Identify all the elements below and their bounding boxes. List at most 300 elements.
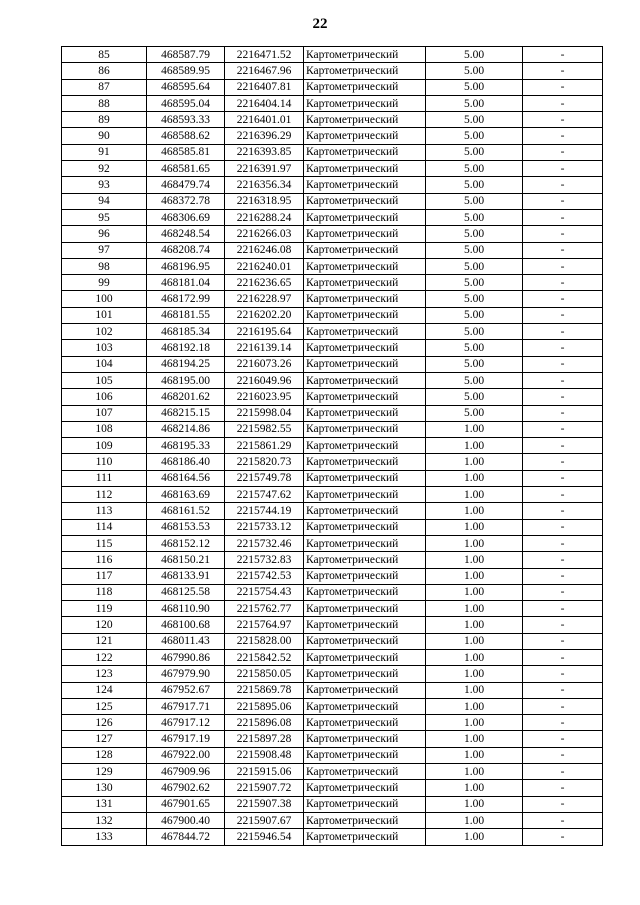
- y-coordinate-cell: 2215764.97: [225, 617, 304, 633]
- accuracy-cell: 1.00: [426, 438, 523, 454]
- description-cell: -: [523, 275, 603, 291]
- accuracy-cell: 5.00: [426, 356, 523, 372]
- method-cell: Картометрический: [304, 764, 426, 780]
- method-cell: Картометрический: [304, 95, 426, 111]
- x-coordinate-cell: 468585.81: [147, 144, 225, 160]
- method-cell: Картометрический: [304, 633, 426, 649]
- table-row: [62, 95, 603, 111]
- table-row: [62, 649, 603, 665]
- y-coordinate-cell: 2216391.97: [225, 161, 304, 177]
- x-coordinate-cell: 468479.74: [147, 177, 225, 193]
- point-number-cell: 113: [62, 503, 147, 519]
- y-coordinate-cell: 2216266.03: [225, 226, 304, 242]
- y-coordinate-cell: 2216236.65: [225, 275, 304, 291]
- method-cell: Картометрический: [304, 112, 426, 128]
- description-cell: -: [523, 209, 603, 225]
- x-coordinate-cell: 467902.62: [147, 780, 225, 796]
- y-coordinate-cell: 2216467.96: [225, 63, 304, 79]
- accuracy-cell: 5.00: [426, 112, 523, 128]
- method-cell: Картометрический: [304, 731, 426, 747]
- table-row: [62, 161, 603, 177]
- accuracy-cell: 5.00: [426, 47, 523, 63]
- accuracy-cell: 5.00: [426, 307, 523, 323]
- accuracy-cell: 1.00: [426, 682, 523, 698]
- x-coordinate-cell: 468186.40: [147, 454, 225, 470]
- description-cell: -: [523, 258, 603, 274]
- point-number-cell: 103: [62, 340, 147, 356]
- point-number-cell: 124: [62, 682, 147, 698]
- point-number-cell: 87: [62, 79, 147, 95]
- y-coordinate-cell: 2215732.83: [225, 552, 304, 568]
- accuracy-cell: 5.00: [426, 324, 523, 340]
- point-number-cell: 118: [62, 584, 147, 600]
- table-row: [62, 63, 603, 79]
- x-coordinate-cell: 467990.86: [147, 649, 225, 665]
- method-cell: Картометрический: [304, 584, 426, 600]
- method-cell: Картометрический: [304, 552, 426, 568]
- method-cell: Картометрический: [304, 568, 426, 584]
- x-coordinate-cell: 468214.86: [147, 421, 225, 437]
- y-coordinate-cell: 2215946.54: [225, 829, 304, 845]
- y-coordinate-cell: 2215820.73: [225, 454, 304, 470]
- description-cell: -: [523, 601, 603, 617]
- table-row: [62, 177, 603, 193]
- y-coordinate-cell: 2215749.78: [225, 470, 304, 486]
- method-cell: Картометрический: [304, 617, 426, 633]
- method-cell: Картометрический: [304, 698, 426, 714]
- method-cell: Картометрический: [304, 503, 426, 519]
- x-coordinate-cell: 468181.04: [147, 275, 225, 291]
- description-cell: -: [523, 715, 603, 731]
- method-cell: Картометрический: [304, 372, 426, 388]
- point-number-cell: 107: [62, 405, 147, 421]
- description-cell: -: [523, 291, 603, 307]
- y-coordinate-cell: 2215896.08: [225, 715, 304, 731]
- table-row: [62, 79, 603, 95]
- table-row: [62, 682, 603, 698]
- table-row: [62, 372, 603, 388]
- method-cell: Картометрический: [304, 682, 426, 698]
- table-row: [62, 47, 603, 63]
- y-coordinate-cell: 2216023.95: [225, 389, 304, 405]
- x-coordinate-cell: 467900.40: [147, 812, 225, 828]
- accuracy-cell: 1.00: [426, 812, 523, 828]
- x-coordinate-cell: 467952.67: [147, 682, 225, 698]
- accuracy-cell: 1.00: [426, 503, 523, 519]
- accuracy-cell: 1.00: [426, 421, 523, 437]
- point-number-cell: 105: [62, 372, 147, 388]
- accuracy-cell: 1.00: [426, 649, 523, 665]
- accuracy-cell: 1.00: [426, 764, 523, 780]
- description-cell: -: [523, 698, 603, 714]
- y-coordinate-cell: 2215915.06: [225, 764, 304, 780]
- table-row: [62, 193, 603, 209]
- point-number-cell: 96: [62, 226, 147, 242]
- table-row: [62, 438, 603, 454]
- point-number-cell: 117: [62, 568, 147, 584]
- point-number-cell: 112: [62, 487, 147, 503]
- method-cell: Картометрический: [304, 470, 426, 486]
- x-coordinate-cell: 468011.43: [147, 633, 225, 649]
- point-number-cell: 97: [62, 242, 147, 258]
- y-coordinate-cell: 2215897.28: [225, 731, 304, 747]
- accuracy-cell: 5.00: [426, 193, 523, 209]
- table-row: [62, 764, 603, 780]
- y-coordinate-cell: 2216356.34: [225, 177, 304, 193]
- description-cell: -: [523, 405, 603, 421]
- method-cell: Картометрический: [304, 487, 426, 503]
- x-coordinate-cell: 468306.69: [147, 209, 225, 225]
- accuracy-cell: 5.00: [426, 258, 523, 274]
- table-row: [62, 829, 603, 845]
- description-cell: -: [523, 438, 603, 454]
- x-coordinate-cell: 468595.04: [147, 95, 225, 111]
- method-cell: Картометрический: [304, 242, 426, 258]
- y-coordinate-cell: 2216471.52: [225, 47, 304, 63]
- point-number-cell: 126: [62, 715, 147, 731]
- y-coordinate-cell: 2215744.19: [225, 503, 304, 519]
- x-coordinate-cell: 467922.00: [147, 747, 225, 763]
- description-cell: -: [523, 356, 603, 372]
- point-number-cell: 120: [62, 617, 147, 633]
- x-coordinate-cell: 467979.90: [147, 666, 225, 682]
- method-cell: Картометрический: [304, 193, 426, 209]
- y-coordinate-cell: 2216139.14: [225, 340, 304, 356]
- x-coordinate-cell: 468248.54: [147, 226, 225, 242]
- description-cell: -: [523, 389, 603, 405]
- table-row: [62, 340, 603, 356]
- accuracy-cell: 5.00: [426, 209, 523, 225]
- x-coordinate-cell: 468164.56: [147, 470, 225, 486]
- x-coordinate-cell: 468150.21: [147, 552, 225, 568]
- x-coordinate-cell: 468153.53: [147, 519, 225, 535]
- x-coordinate-cell: 468181.55: [147, 307, 225, 323]
- description-cell: -: [523, 112, 603, 128]
- description-cell: -: [523, 177, 603, 193]
- accuracy-cell: 5.00: [426, 405, 523, 421]
- description-cell: -: [523, 372, 603, 388]
- table-row: [62, 535, 603, 551]
- y-coordinate-cell: 2215869.78: [225, 682, 304, 698]
- point-number-cell: 128: [62, 747, 147, 763]
- x-coordinate-cell: 468110.90: [147, 601, 225, 617]
- accuracy-cell: 5.00: [426, 95, 523, 111]
- accuracy-cell: 1.00: [426, 633, 523, 649]
- x-coordinate-cell: 468587.79: [147, 47, 225, 63]
- table-row: [62, 291, 603, 307]
- y-coordinate-cell: 2215850.05: [225, 666, 304, 682]
- method-cell: Картометрический: [304, 747, 426, 763]
- accuracy-cell: 1.00: [426, 454, 523, 470]
- accuracy-cell: 5.00: [426, 226, 523, 242]
- description-cell: -: [523, 552, 603, 568]
- description-cell: -: [523, 487, 603, 503]
- y-coordinate-cell: 2215907.67: [225, 812, 304, 828]
- table-row: [62, 601, 603, 617]
- method-cell: Картометрический: [304, 535, 426, 551]
- y-coordinate-cell: 2216401.01: [225, 112, 304, 128]
- table-row: [62, 112, 603, 128]
- x-coordinate-cell: 468125.58: [147, 584, 225, 600]
- accuracy-cell: 1.00: [426, 829, 523, 845]
- accuracy-cell: 1.00: [426, 535, 523, 551]
- coordinates-table: [61, 46, 603, 846]
- point-number-cell: 101: [62, 307, 147, 323]
- table-row: [62, 470, 603, 486]
- method-cell: Картометрический: [304, 438, 426, 454]
- x-coordinate-cell: 468593.33: [147, 112, 225, 128]
- point-number-cell: 111: [62, 470, 147, 486]
- description-cell: -: [523, 666, 603, 682]
- description-cell: -: [523, 503, 603, 519]
- table-row: [62, 128, 603, 144]
- point-number-cell: 106: [62, 389, 147, 405]
- x-coordinate-cell: 468133.91: [147, 568, 225, 584]
- point-number-cell: 93: [62, 177, 147, 193]
- accuracy-cell: 5.00: [426, 275, 523, 291]
- table-row: [62, 698, 603, 714]
- x-coordinate-cell: 468100.68: [147, 617, 225, 633]
- accuracy-cell: 5.00: [426, 242, 523, 258]
- point-number-cell: 133: [62, 829, 147, 845]
- table-row: [62, 454, 603, 470]
- accuracy-cell: 1.00: [426, 731, 523, 747]
- table-row: [62, 389, 603, 405]
- table-row: [62, 666, 603, 682]
- y-coordinate-cell: 2215828.00: [225, 633, 304, 649]
- y-coordinate-cell: 2216246.08: [225, 242, 304, 258]
- x-coordinate-cell: 468195.33: [147, 438, 225, 454]
- method-cell: Картометрический: [304, 829, 426, 845]
- method-cell: Картометрический: [304, 258, 426, 274]
- accuracy-cell: 1.00: [426, 568, 523, 584]
- accuracy-cell: 5.00: [426, 144, 523, 160]
- accuracy-cell: 1.00: [426, 584, 523, 600]
- description-cell: -: [523, 63, 603, 79]
- accuracy-cell: 1.00: [426, 552, 523, 568]
- method-cell: Картометрический: [304, 144, 426, 160]
- point-number-cell: 98: [62, 258, 147, 274]
- y-coordinate-cell: 2216393.85: [225, 144, 304, 160]
- method-cell: Картометрический: [304, 715, 426, 731]
- x-coordinate-cell: 468588.62: [147, 128, 225, 144]
- method-cell: Картометрический: [304, 161, 426, 177]
- point-number-cell: 119: [62, 601, 147, 617]
- table-row: [62, 226, 603, 242]
- method-cell: Картометрический: [304, 209, 426, 225]
- description-cell: -: [523, 812, 603, 828]
- accuracy-cell: 5.00: [426, 340, 523, 356]
- y-coordinate-cell: 2216396.29: [225, 128, 304, 144]
- description-cell: -: [523, 128, 603, 144]
- y-coordinate-cell: 2216073.26: [225, 356, 304, 372]
- description-cell: -: [523, 79, 603, 95]
- y-coordinate-cell: 2215998.04: [225, 405, 304, 421]
- description-cell: -: [523, 649, 603, 665]
- description-cell: -: [523, 633, 603, 649]
- point-number-cell: 116: [62, 552, 147, 568]
- table-row: [62, 747, 603, 763]
- point-number-cell: 132: [62, 812, 147, 828]
- description-cell: -: [523, 470, 603, 486]
- y-coordinate-cell: 2215742.53: [225, 568, 304, 584]
- point-number-cell: 115: [62, 535, 147, 551]
- accuracy-cell: 5.00: [426, 177, 523, 193]
- description-cell: -: [523, 584, 603, 600]
- x-coordinate-cell: 468581.65: [147, 161, 225, 177]
- accuracy-cell: 5.00: [426, 291, 523, 307]
- table-row: [62, 144, 603, 160]
- y-coordinate-cell: 2216407.81: [225, 79, 304, 95]
- x-coordinate-cell: 467917.19: [147, 731, 225, 747]
- point-number-cell: 90: [62, 128, 147, 144]
- method-cell: Картометрический: [304, 454, 426, 470]
- table-row: [62, 568, 603, 584]
- x-coordinate-cell: 467917.12: [147, 715, 225, 731]
- y-coordinate-cell: 2216049.96: [225, 372, 304, 388]
- y-coordinate-cell: 2215732.46: [225, 535, 304, 551]
- y-coordinate-cell: 2215907.38: [225, 796, 304, 812]
- description-cell: -: [523, 47, 603, 63]
- table-row: [62, 519, 603, 535]
- table-row: [62, 487, 603, 503]
- point-number-cell: 109: [62, 438, 147, 454]
- method-cell: Картометрический: [304, 47, 426, 63]
- table-row: [62, 731, 603, 747]
- table-row: [62, 633, 603, 649]
- x-coordinate-cell: 467917.71: [147, 698, 225, 714]
- point-number-cell: 130: [62, 780, 147, 796]
- description-cell: -: [523, 682, 603, 698]
- method-cell: Картометрический: [304, 601, 426, 617]
- method-cell: Картометрический: [304, 291, 426, 307]
- point-number-cell: 125: [62, 698, 147, 714]
- table-row: [62, 405, 603, 421]
- description-cell: -: [523, 731, 603, 747]
- point-number-cell: 89: [62, 112, 147, 128]
- table-row: [62, 421, 603, 437]
- x-coordinate-cell: 467909.96: [147, 764, 225, 780]
- x-coordinate-cell: 468208.74: [147, 242, 225, 258]
- accuracy-cell: 1.00: [426, 747, 523, 763]
- y-coordinate-cell: 2215842.52: [225, 649, 304, 665]
- y-coordinate-cell: 2215747.62: [225, 487, 304, 503]
- x-coordinate-cell: 468172.99: [147, 291, 225, 307]
- table-row: [62, 796, 603, 812]
- y-coordinate-cell: 2216318.95: [225, 193, 304, 209]
- table-row: [62, 715, 603, 731]
- accuracy-cell: 1.00: [426, 617, 523, 633]
- point-number-cell: 108: [62, 421, 147, 437]
- description-cell: -: [523, 95, 603, 111]
- x-coordinate-cell: 468194.25: [147, 356, 225, 372]
- point-number-cell: 88: [62, 95, 147, 111]
- description-cell: -: [523, 242, 603, 258]
- description-cell: -: [523, 519, 603, 535]
- point-number-cell: 121: [62, 633, 147, 649]
- point-number-cell: 85: [62, 47, 147, 63]
- x-coordinate-cell: 468589.95: [147, 63, 225, 79]
- method-cell: Картометрический: [304, 275, 426, 291]
- x-coordinate-cell: 468372.78: [147, 193, 225, 209]
- description-cell: -: [523, 747, 603, 763]
- method-cell: Картометрический: [304, 666, 426, 682]
- description-cell: -: [523, 421, 603, 437]
- table-row: [62, 552, 603, 568]
- description-cell: -: [523, 617, 603, 633]
- y-coordinate-cell: 2216288.24: [225, 209, 304, 225]
- method-cell: Картометрический: [304, 812, 426, 828]
- table-row: [62, 617, 603, 633]
- description-cell: -: [523, 796, 603, 812]
- y-coordinate-cell: 2216404.14: [225, 95, 304, 111]
- description-cell: -: [523, 568, 603, 584]
- point-number-cell: 94: [62, 193, 147, 209]
- table-row: [62, 242, 603, 258]
- table-row: [62, 356, 603, 372]
- description-cell: -: [523, 764, 603, 780]
- point-number-cell: 102: [62, 324, 147, 340]
- x-coordinate-cell: 467901.65: [147, 796, 225, 812]
- point-number-cell: 100: [62, 291, 147, 307]
- table-row: [62, 275, 603, 291]
- accuracy-cell: 5.00: [426, 79, 523, 95]
- y-coordinate-cell: 2215908.48: [225, 747, 304, 763]
- accuracy-cell: 1.00: [426, 487, 523, 503]
- method-cell: Картометрический: [304, 649, 426, 665]
- table-row: [62, 209, 603, 225]
- method-cell: Картометрический: [304, 340, 426, 356]
- point-number-cell: 131: [62, 796, 147, 812]
- description-cell: -: [523, 193, 603, 209]
- accuracy-cell: 1.00: [426, 666, 523, 682]
- method-cell: Картометрический: [304, 356, 426, 372]
- description-cell: -: [523, 226, 603, 242]
- point-number-cell: 95: [62, 209, 147, 225]
- method-cell: Картометрический: [304, 63, 426, 79]
- accuracy-cell: 5.00: [426, 389, 523, 405]
- y-coordinate-cell: 2216202.20: [225, 307, 304, 323]
- method-cell: Картометрический: [304, 128, 426, 144]
- table-row: [62, 812, 603, 828]
- description-cell: -: [523, 144, 603, 160]
- y-coordinate-cell: 2215895.06: [225, 698, 304, 714]
- x-coordinate-cell: 468215.15: [147, 405, 225, 421]
- y-coordinate-cell: 2215733.12: [225, 519, 304, 535]
- point-number-cell: 122: [62, 649, 147, 665]
- x-coordinate-cell: 468192.18: [147, 340, 225, 356]
- y-coordinate-cell: 2215754.43: [225, 584, 304, 600]
- x-coordinate-cell: 468185.34: [147, 324, 225, 340]
- method-cell: Картометрический: [304, 324, 426, 340]
- point-number-cell: 123: [62, 666, 147, 682]
- method-cell: Картометрический: [304, 226, 426, 242]
- accuracy-cell: 1.00: [426, 698, 523, 714]
- accuracy-cell: 1.00: [426, 601, 523, 617]
- description-cell: -: [523, 829, 603, 845]
- point-number-cell: 129: [62, 764, 147, 780]
- point-number-cell: 114: [62, 519, 147, 535]
- y-coordinate-cell: 2215982.55: [225, 421, 304, 437]
- x-coordinate-cell: 468161.52: [147, 503, 225, 519]
- point-number-cell: 91: [62, 144, 147, 160]
- accuracy-cell: 5.00: [426, 161, 523, 177]
- description-cell: -: [523, 307, 603, 323]
- method-cell: Картометрический: [304, 307, 426, 323]
- accuracy-cell: 5.00: [426, 63, 523, 79]
- description-cell: -: [523, 161, 603, 177]
- method-cell: Картометрический: [304, 79, 426, 95]
